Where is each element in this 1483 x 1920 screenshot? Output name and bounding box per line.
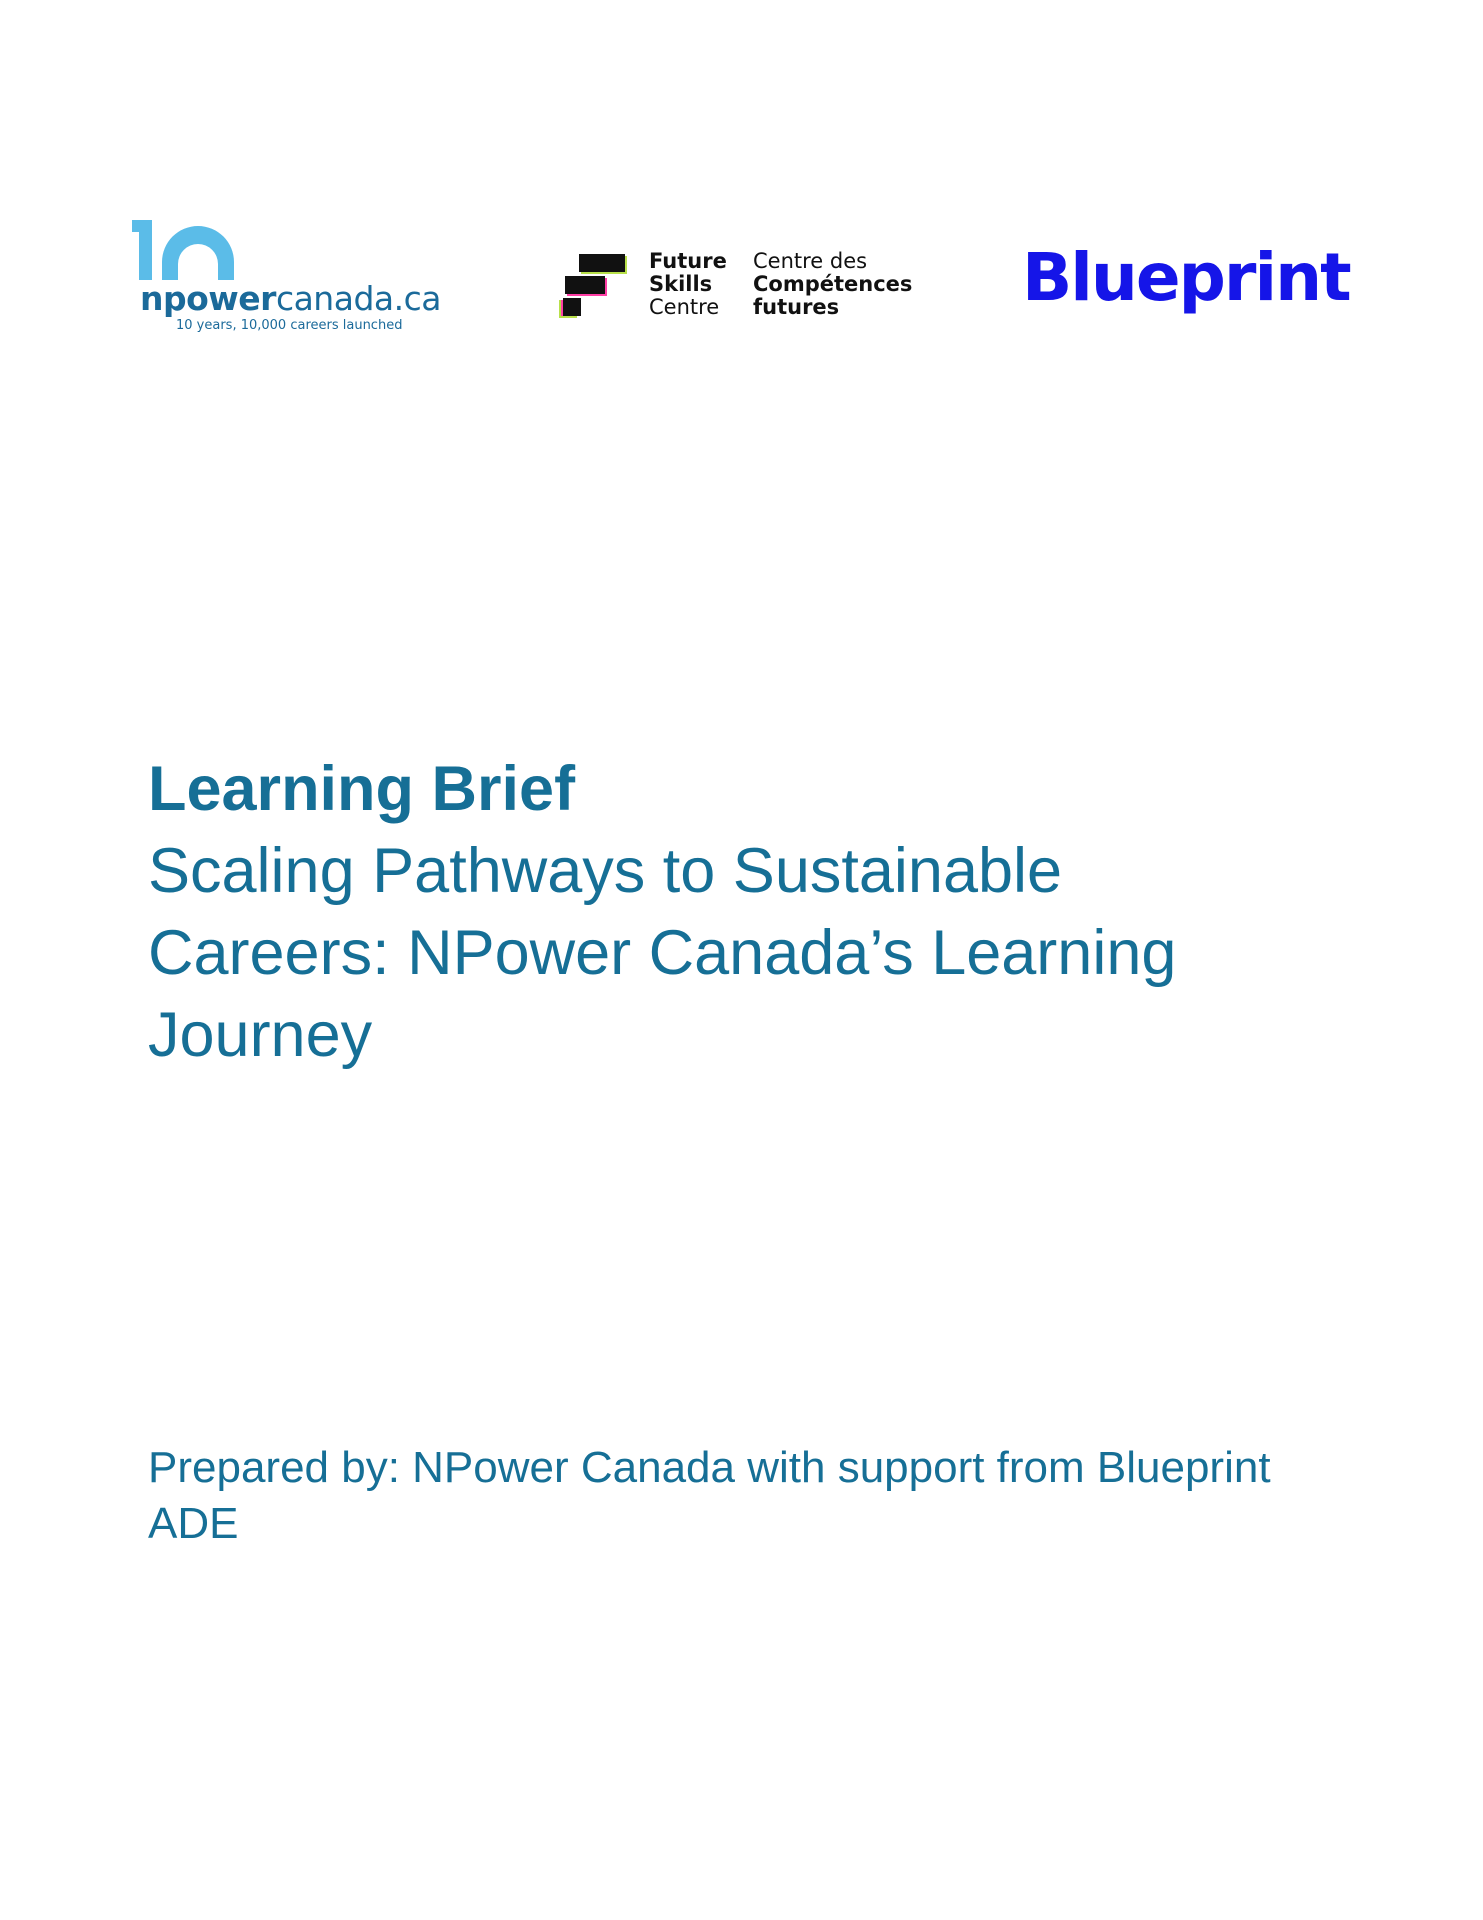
fsc-english-name	[649, 250, 727, 319]
fsc-fr-line-3: futures	[753, 295, 840, 319]
fsc-fr-line-2: Compétences	[753, 272, 913, 296]
prepared-by-line-2: ADE	[148, 1499, 239, 1548]
future-skills-centre-logo	[557, 250, 937, 325]
document-title-line-2: Careers: NPower Canada’s Learning	[148, 918, 1177, 988]
npower-ten-years-mark	[126, 218, 256, 280]
npower-name-bold: npower	[140, 279, 276, 318]
blueprint-logo: Blueprint	[1022, 239, 1350, 316]
fsc-fr-line-1: Centre des	[753, 249, 868, 273]
npower-name-domain: canada.ca	[275, 279, 441, 318]
document-title	[148, 830, 1328, 1076]
fsc-stairs-icon	[557, 254, 629, 318]
prepared-by-statement	[148, 1440, 1348, 1552]
fsc-french-name	[753, 250, 912, 319]
npower-tagline: 10 years, 10,000 careers launched	[176, 318, 403, 333]
document-type-heading: Learning Brief	[148, 754, 576, 824]
prepared-by-line-1: Prepared by: NPower Canada with support from Blueprint	[148, 1443, 1271, 1492]
fsc-en-line-1: Future	[649, 249, 727, 273]
document-title-line-1: Scaling Pathways to Sustainable	[148, 836, 1063, 906]
cover-title-block	[148, 748, 1328, 1076]
npower-canada-logo	[126, 218, 456, 338]
logo-strip	[0, 0, 1483, 360]
fsc-en-line-3: Centre	[649, 295, 720, 319]
document-title-line-3: Journey	[148, 1000, 373, 1070]
fsc-en-line-2: Skills	[649, 272, 713, 296]
npower-wordmark	[140, 280, 441, 318]
